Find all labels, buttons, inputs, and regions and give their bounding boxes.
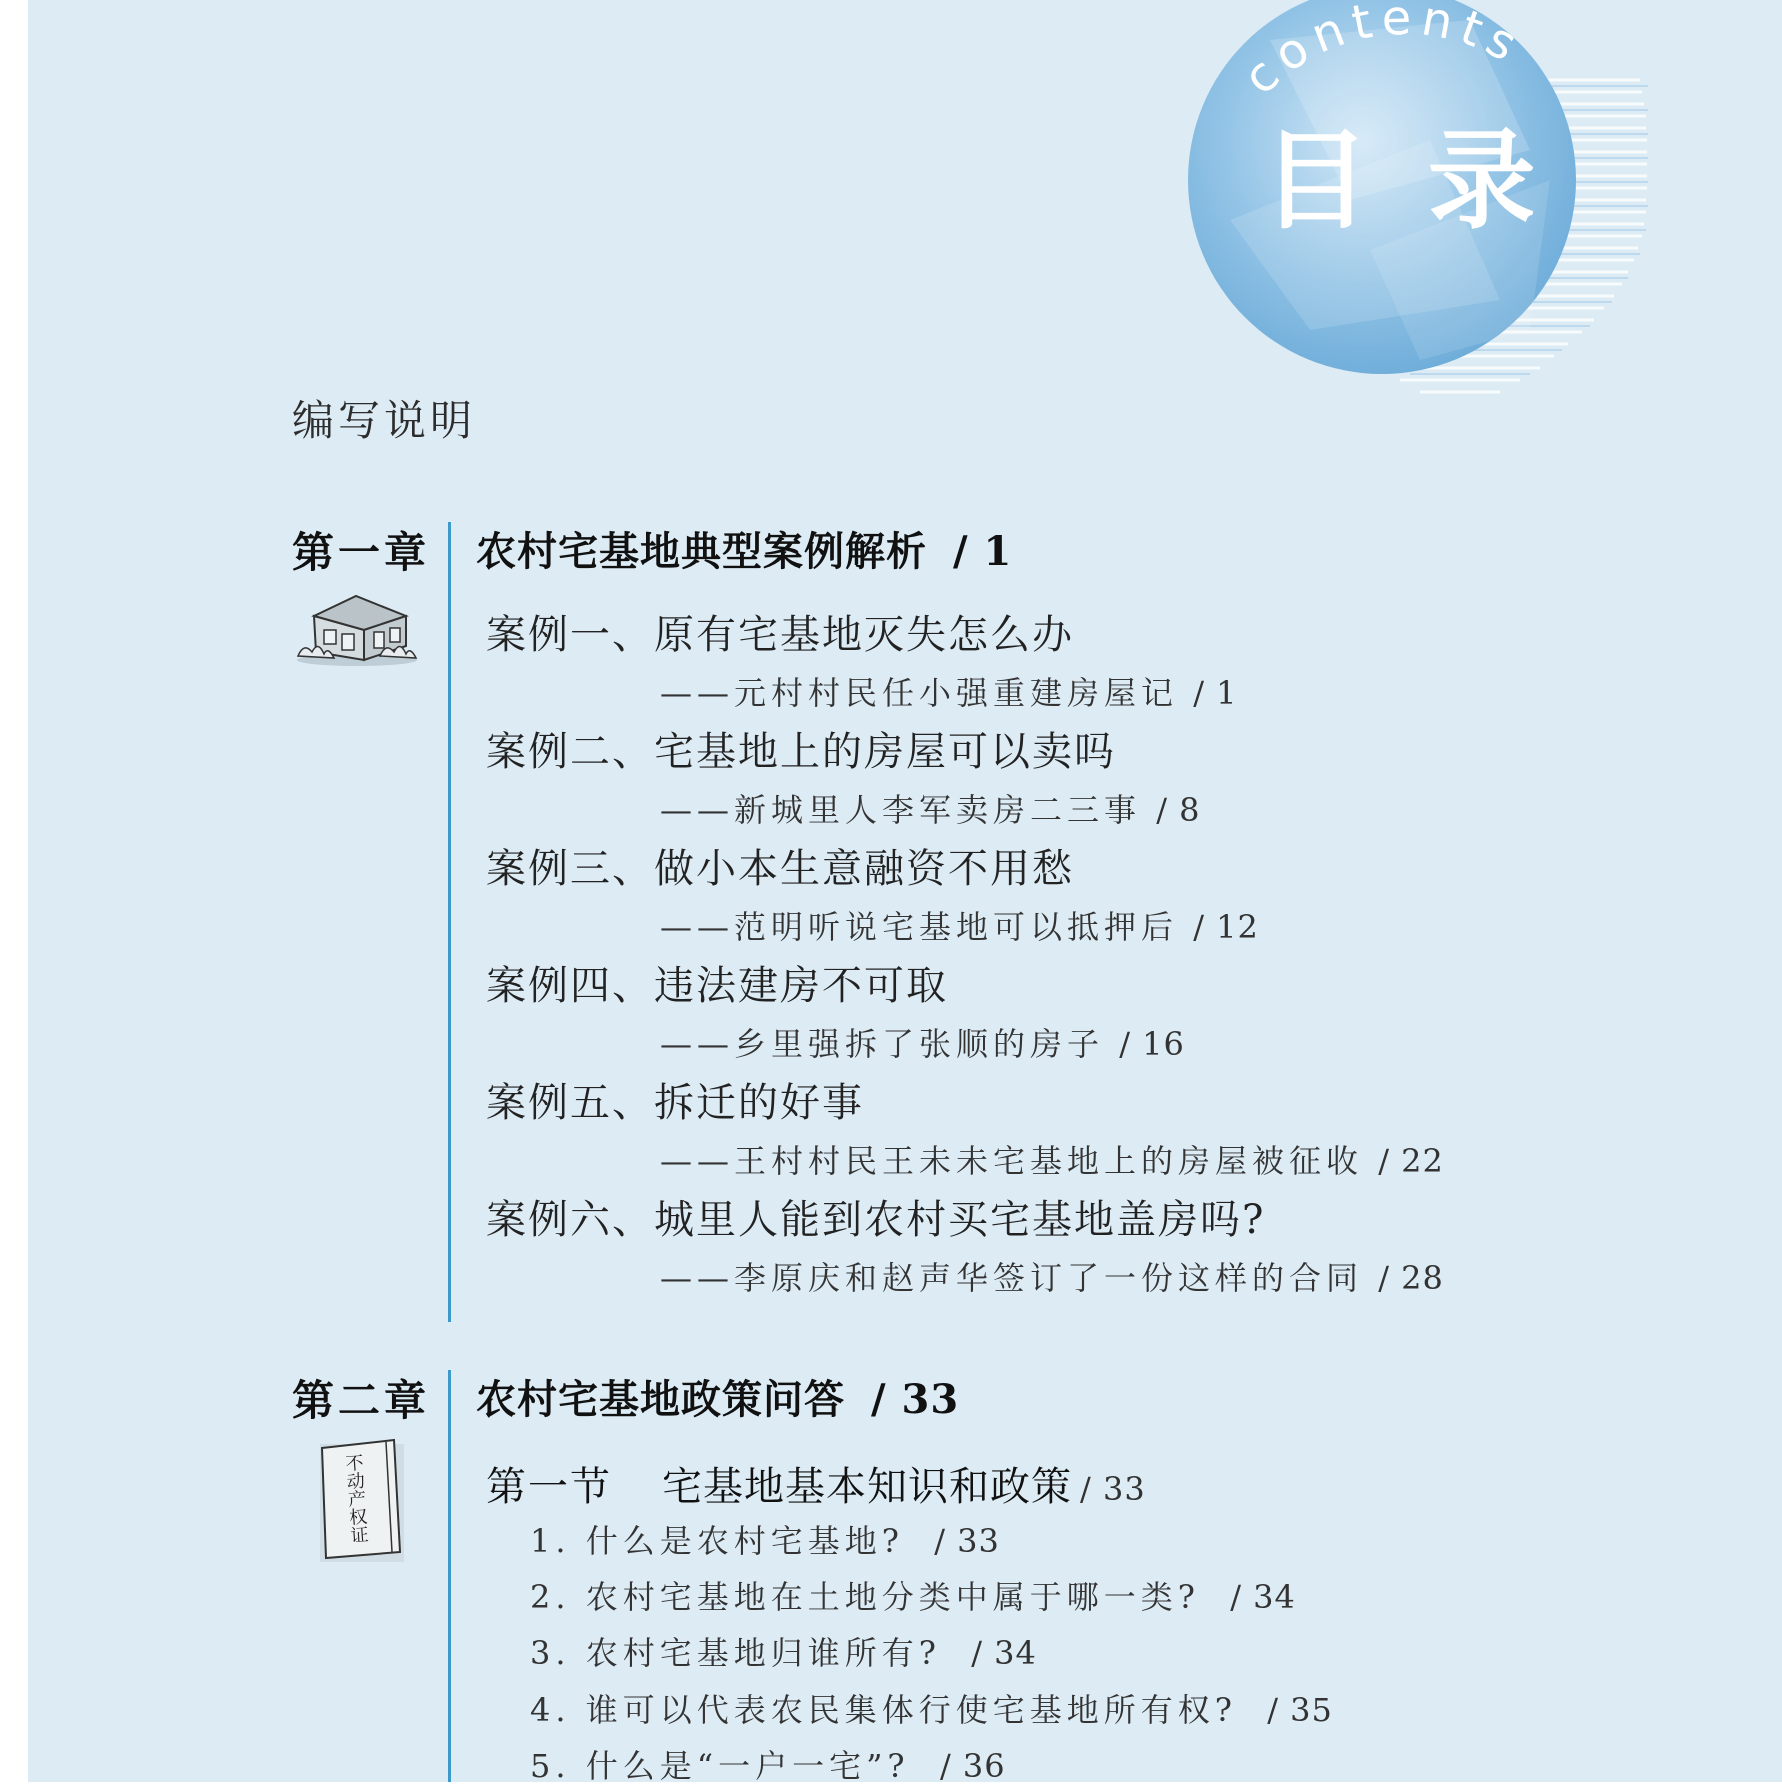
chapter-1-title-text: 农村宅基地典型案例解析 — [476, 529, 927, 575]
case-6-subtitle — [660, 1253, 1444, 1299]
question-5-page: / 36 — [939, 1747, 1006, 1785]
case-2-page: / 8 — [1156, 791, 1201, 829]
section-1-name: 宅基地基本知识和政策 — [662, 1464, 1072, 1510]
question-4-text: 4. 谁可以代表农民集体行使宅基地所有权? — [530, 1691, 1237, 1729]
preface-link[interactable]: 编写说明 — [292, 396, 477, 445]
chapter-2-divider — [448, 1370, 451, 1782]
section-1-page: / 33 — [1080, 1470, 1146, 1508]
case-2-subtitle-text: ——新城里人李军卖房二三事 — [660, 791, 1142, 829]
question-2-page: / 34 — [1230, 1578, 1296, 1616]
emblem-word: contents — [1232, 0, 1534, 106]
svg-text:不 动 产 权: 不 动 产 权 证 — [344, 1452, 370, 1547]
section-1-number: 第一节 — [486, 1464, 612, 1510]
chapter-1-page: / 1 — [953, 528, 1013, 575]
case-2-title[interactable]: 案例二、宅基地上的房屋可以卖吗 — [486, 729, 1116, 775]
case-3-subtitle-text: ——范明听说宅基地可以抵押后 — [660, 908, 1179, 946]
case-5-subtitle — [660, 1136, 1444, 1182]
chapter-2-label: 第二章 — [292, 1376, 431, 1425]
question-1-page: / 33 — [934, 1522, 1000, 1560]
case-6-subtitle-text: ——李原庆和赵声华签订了一份这样的合同 — [660, 1259, 1364, 1297]
question-3-page: / 34 — [971, 1634, 1037, 1672]
question-1[interactable] — [530, 1516, 1000, 1562]
case-5-page: / 22 — [1378, 1142, 1444, 1180]
section-1[interactable] — [486, 1455, 1146, 1512]
case-5-subtitle-text: ——王村村民王未未宅基地上的房屋被征收 — [660, 1142, 1364, 1180]
case-4-title[interactable]: 案例四、违法建房不可取 — [486, 963, 948, 1009]
page-title: 目 录 — [1262, 119, 1546, 244]
question-4-page: / 35 — [1267, 1691, 1333, 1729]
house-icon — [294, 590, 420, 666]
case-1-subtitle — [660, 668, 1238, 714]
case-4-subtitle-text: ——乡里强拆了张顺的房子 — [660, 1025, 1105, 1063]
property-certificate-icon — [316, 1436, 408, 1564]
case-3-subtitle — [660, 902, 1259, 948]
case-2-subtitle — [660, 785, 1201, 831]
chapter-2-title[interactable] — [476, 1368, 959, 1425]
chapter-2-title-text: 农村宅基地政策问答 — [476, 1377, 845, 1423]
question-4[interactable] — [530, 1685, 1333, 1731]
case-3-page: / 12 — [1193, 908, 1259, 946]
chapter-1-divider — [448, 522, 451, 1322]
question-2-text: 2. 农村宅基地在土地分类中属于哪一类? — [530, 1578, 1200, 1616]
chapter-1-label: 第一章 — [292, 528, 431, 577]
question-2[interactable] — [530, 1572, 1296, 1618]
question-5-text: 5. 什么是“一户一宅”? — [530, 1747, 910, 1785]
case-1-title[interactable]: 案例一、原有宅基地灭失怎么办 — [486, 612, 1074, 658]
case-5-title[interactable]: 案例五、拆迁的好事 — [486, 1080, 864, 1126]
chapter-2-page: / 33 — [871, 1376, 960, 1423]
question-5[interactable] — [530, 1741, 1006, 1787]
question-3-text: 3. 农村宅基地归谁所有? — [530, 1634, 941, 1672]
case-6-title[interactable]: 案例六、城里人能到农村买宅基地盖房吗? — [486, 1197, 1266, 1243]
chapter-1-title[interactable] — [476, 520, 1012, 577]
case-4-page: / 16 — [1119, 1025, 1185, 1063]
case-1-page: / 1 — [1193, 674, 1238, 712]
question-3[interactable] — [530, 1628, 1037, 1674]
case-1-subtitle-text: ——元村村民任小强重建房屋记 — [660, 674, 1179, 712]
case-3-title[interactable]: 案例三、做小本生意融资不用愁 — [486, 846, 1074, 892]
case-4-subtitle — [660, 1019, 1185, 1065]
question-1-text: 1. 什么是农村宅基地? — [530, 1522, 904, 1560]
case-6-page: / 28 — [1378, 1259, 1444, 1297]
